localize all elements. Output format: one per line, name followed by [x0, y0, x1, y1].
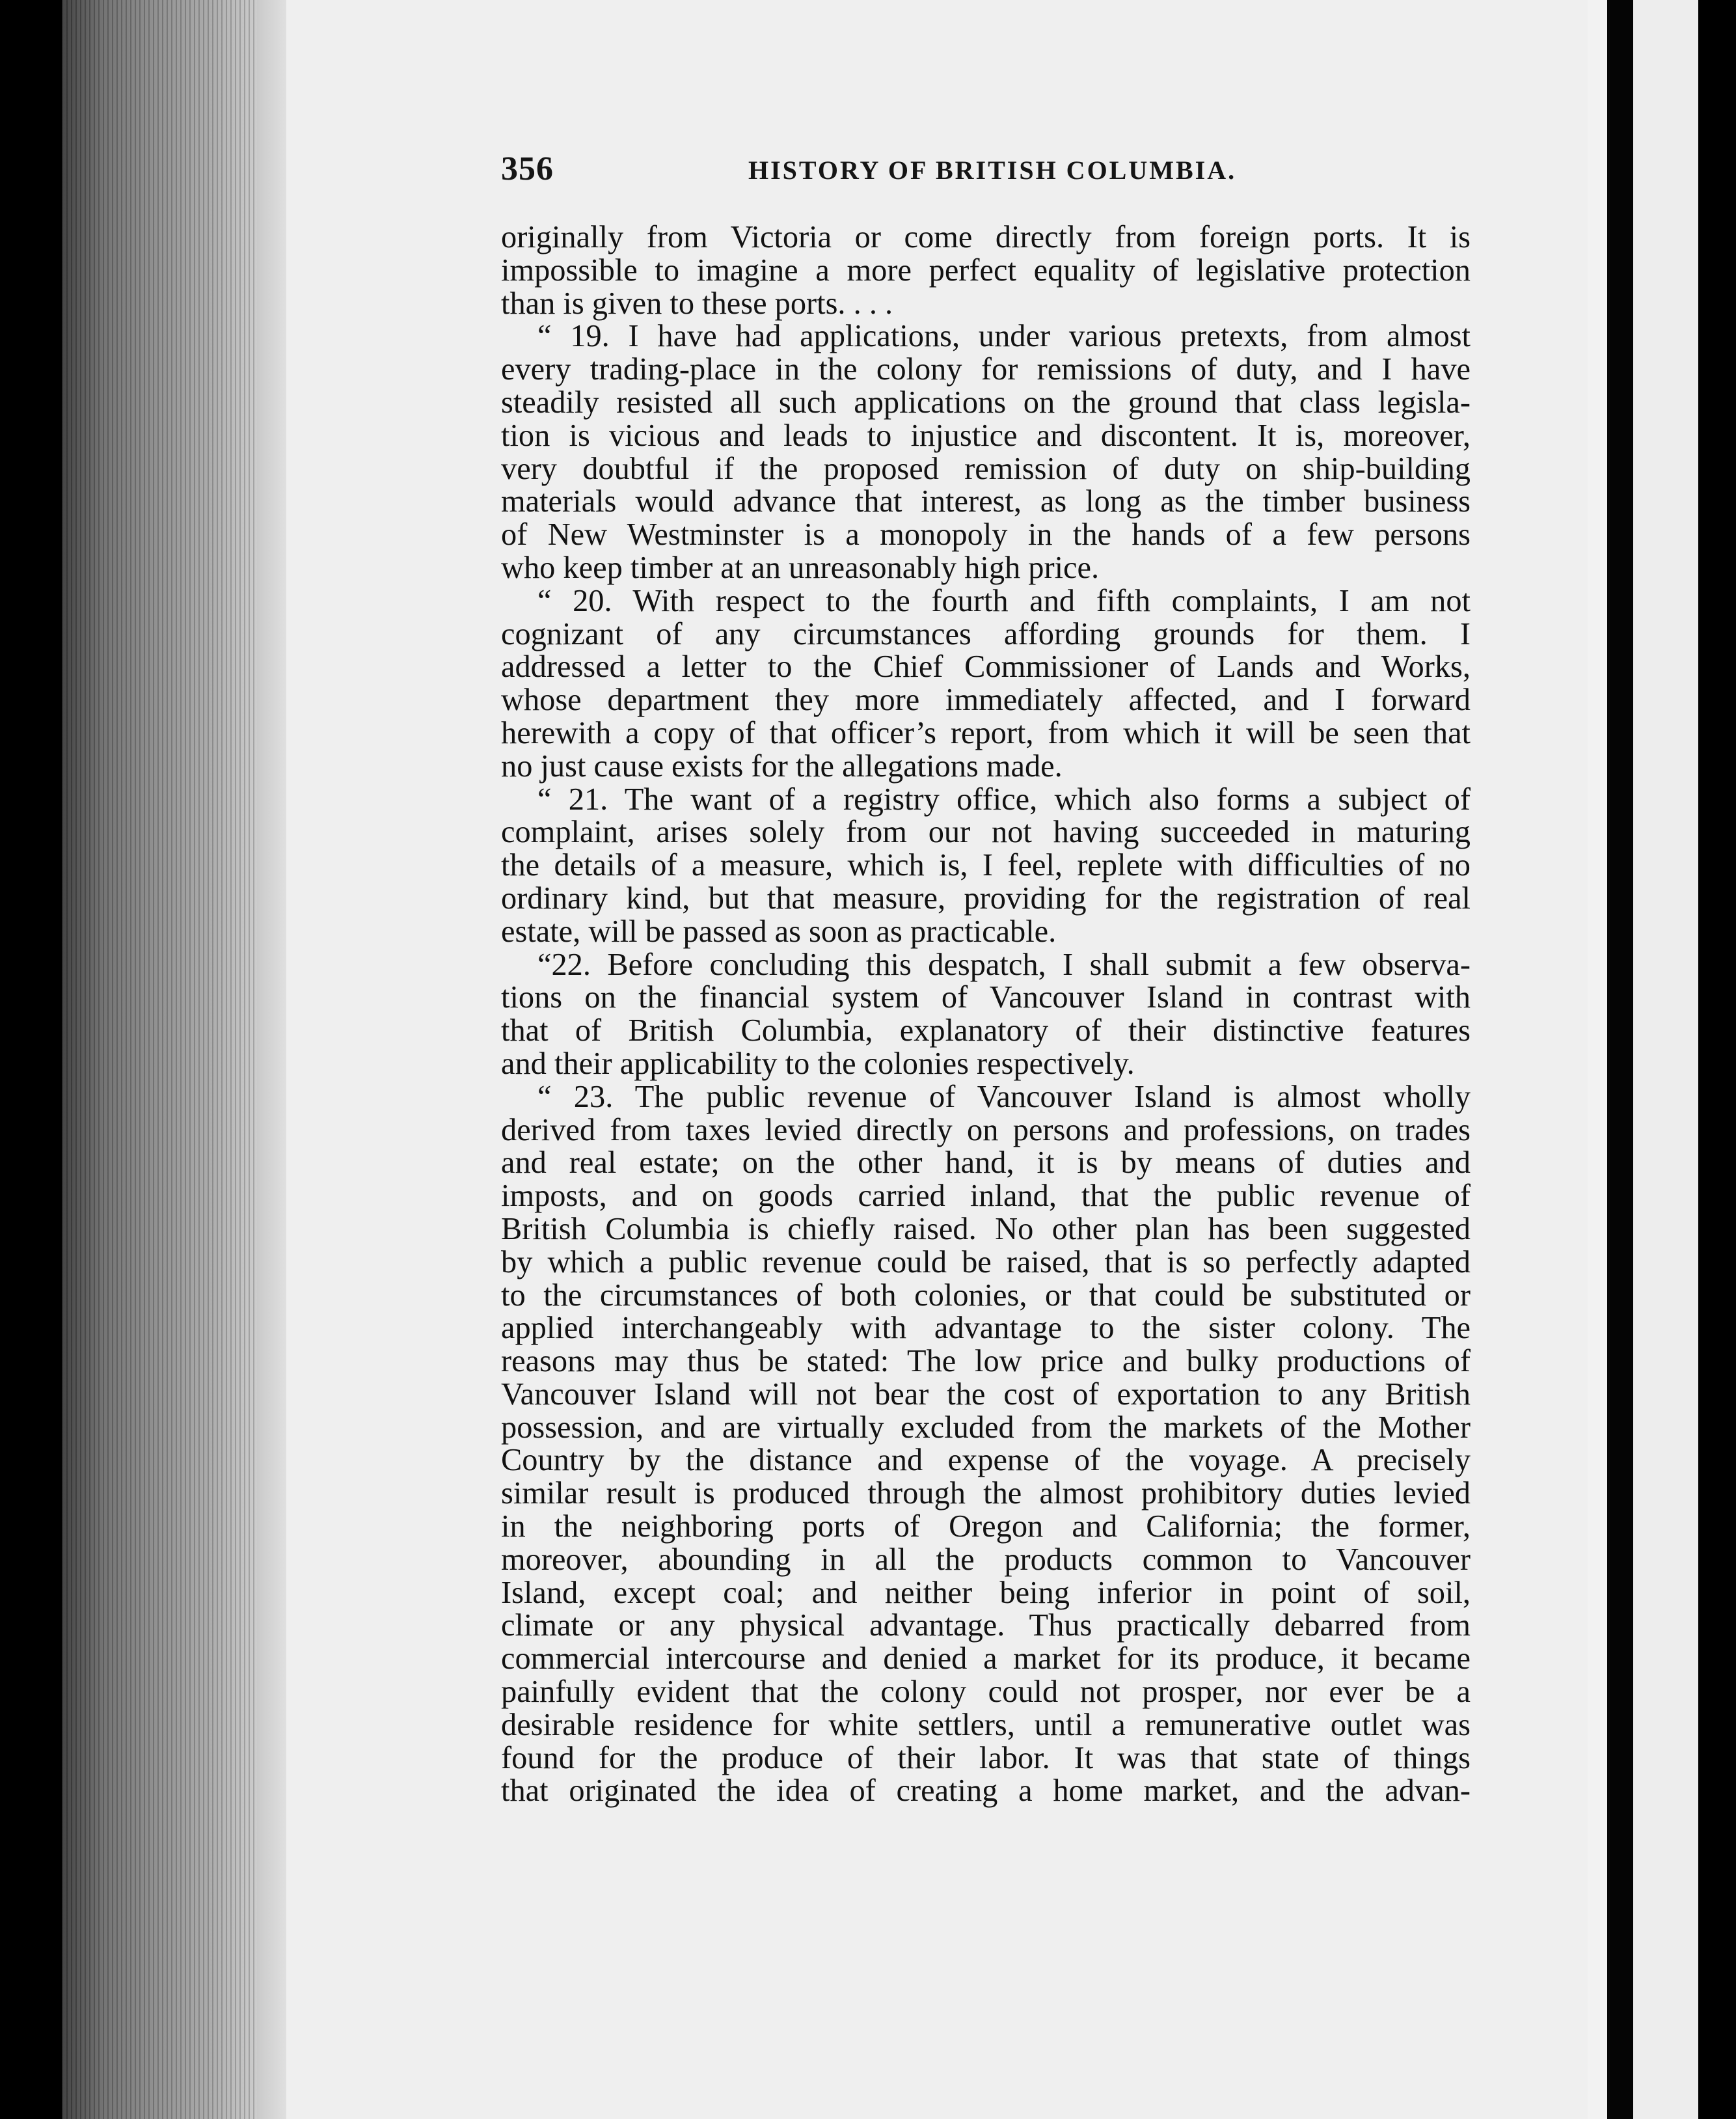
- text-line: Country by the distance and expense of the voyage. A precisely: [501, 1443, 1471, 1478]
- text-line: reasons may thus be stated: The low price and bulky productions of: [501, 1344, 1471, 1379]
- text-line: Island, except coal; and neither being inferior in point of soil,: [501, 1575, 1471, 1610]
- text-line: and real estate; on the other hand, it is by means of duties and: [501, 1145, 1471, 1181]
- text-line: very doubtful if the proposed remission of duty on ship-building: [501, 451, 1471, 486]
- text-line: in the neighboring ports of Oregon and California; the former,: [501, 1509, 1471, 1544]
- text-line: “ 23. The public revenue of Vancouver Island is almost wholly: [537, 1079, 1471, 1114]
- text-line: desirable residence for white settlers, until a remunerative outlet was: [501, 1707, 1471, 1742]
- text-line: “22. Before concluding this despatch, I shall submit a few observa-: [537, 947, 1471, 982]
- page-number: 356: [501, 150, 554, 187]
- text-line: painfully evident that the colony could not prosper, nor ever be a: [501, 1675, 1471, 1710]
- text-line: derived from taxes levied directly on persons and professions, on trades: [501, 1112, 1471, 1147]
- text-line: materials would advance that interest, as long as the timber business: [501, 484, 1471, 519]
- adjacent-page-edge: [1633, 0, 1698, 2119]
- text-line: addressed a letter to the Chief Commissioner of Lands and Works,: [501, 649, 1471, 685]
- text-line: similar result is produced through the almost prohibitory duties levied: [501, 1476, 1471, 1511]
- text-line: of New Westminster is a monopoly in the hands of a few persons: [501, 517, 1471, 553]
- text-line: herewith a copy of that officer’s report, from which it will be seen that: [501, 715, 1471, 750]
- text-line: found for the produce of their labor. It was that state of things: [501, 1740, 1471, 1775]
- page-header: [501, 150, 1308, 202]
- right-margin: [1588, 0, 1607, 2119]
- text-line: “ 21. The want of a registry office, which also forms a subject of: [537, 782, 1471, 817]
- text-line: British Columbia is chiefly raised. No other plan has been suggested: [501, 1211, 1471, 1246]
- text-line: climate or any physical advantage. Thus practically debarred from: [501, 1608, 1471, 1643]
- text-line: that of British Columbia, explanatory of their distinctive features: [501, 1013, 1471, 1048]
- text-line: estate, will be passed as soon as practicable.: [501, 914, 1057, 949]
- text-line: cognizant of any circumstances affording grounds for them. I: [501, 616, 1471, 651]
- text-line: the details of a measure, which is, I feel, replete with difficulties of no: [501, 848, 1471, 883]
- right-scan-border: [1607, 0, 1633, 2119]
- text-line: and their applicability to the colonies respectively.: [501, 1046, 1135, 1081]
- text-line: originally from Victoria or come directly from foreign ports. It is: [501, 220, 1471, 254]
- text-line: “ 19. I have had applications, under various pretexts, from almost: [537, 319, 1471, 354]
- text-line: possession, and are virtually excluded from the markets of the Mother: [501, 1410, 1471, 1445]
- text-line: imposts, and on goods carried inland, that the public revenue of: [501, 1179, 1471, 1214]
- text-line: Vancouver Island will not bear the cost of exportation to any British: [501, 1376, 1471, 1412]
- text-line: tions on the financial system of Vancouver Island in contrast with: [501, 980, 1471, 1015]
- text-line: ordinary kind, but that measure, providing for the registration of real: [501, 881, 1471, 916]
- text-line: impossible to imagine a more perfect equality of legislative protection: [501, 253, 1471, 288]
- running-head: HISTORY OF BRITISH COLUMBIA.: [748, 156, 1237, 185]
- body-text: [501, 221, 1471, 1808]
- text-line: to the circumstances of both colonies, or that could be substituted or: [501, 1278, 1471, 1313]
- text-line: moreover, abounding in all the products common to Vancouver: [501, 1542, 1471, 1577]
- text-line: no just cause exists for the allegations made.: [501, 748, 1063, 784]
- text-line: tion is vicious and leads to injustice and discontent. It is, moreover,: [501, 418, 1471, 453]
- text-line: “ 20. With respect to the fourth and fifth complaints, I am not: [537, 583, 1471, 618]
- text-line: complaint, arises solely from our not having succeeded in maturing: [501, 815, 1471, 850]
- text-line: by which a public revenue could be raised, that is so perfectly adapted: [501, 1244, 1471, 1279]
- page-edges: [62, 0, 257, 2119]
- text-line: steadily resisted all such applications on the ground that class legisla-: [501, 385, 1471, 420]
- text-line: than is given to these ports. . . .: [501, 286, 893, 321]
- text-line: whose department they more immediately affected, and I forward: [501, 683, 1471, 718]
- text-line: every trading-place in the colony for remissions of duty, and I have: [501, 352, 1471, 387]
- text-line: commercial intercourse and denied a market for its produce, it became: [501, 1641, 1471, 1676]
- text-line: who keep timber at an unreasonably high price.: [501, 550, 1100, 585]
- text-line: applied interchangeably with advantage to the sister colony. The: [501, 1311, 1471, 1346]
- text-line: that originated the idea of creating a home market, and the advan-: [501, 1773, 1471, 1809]
